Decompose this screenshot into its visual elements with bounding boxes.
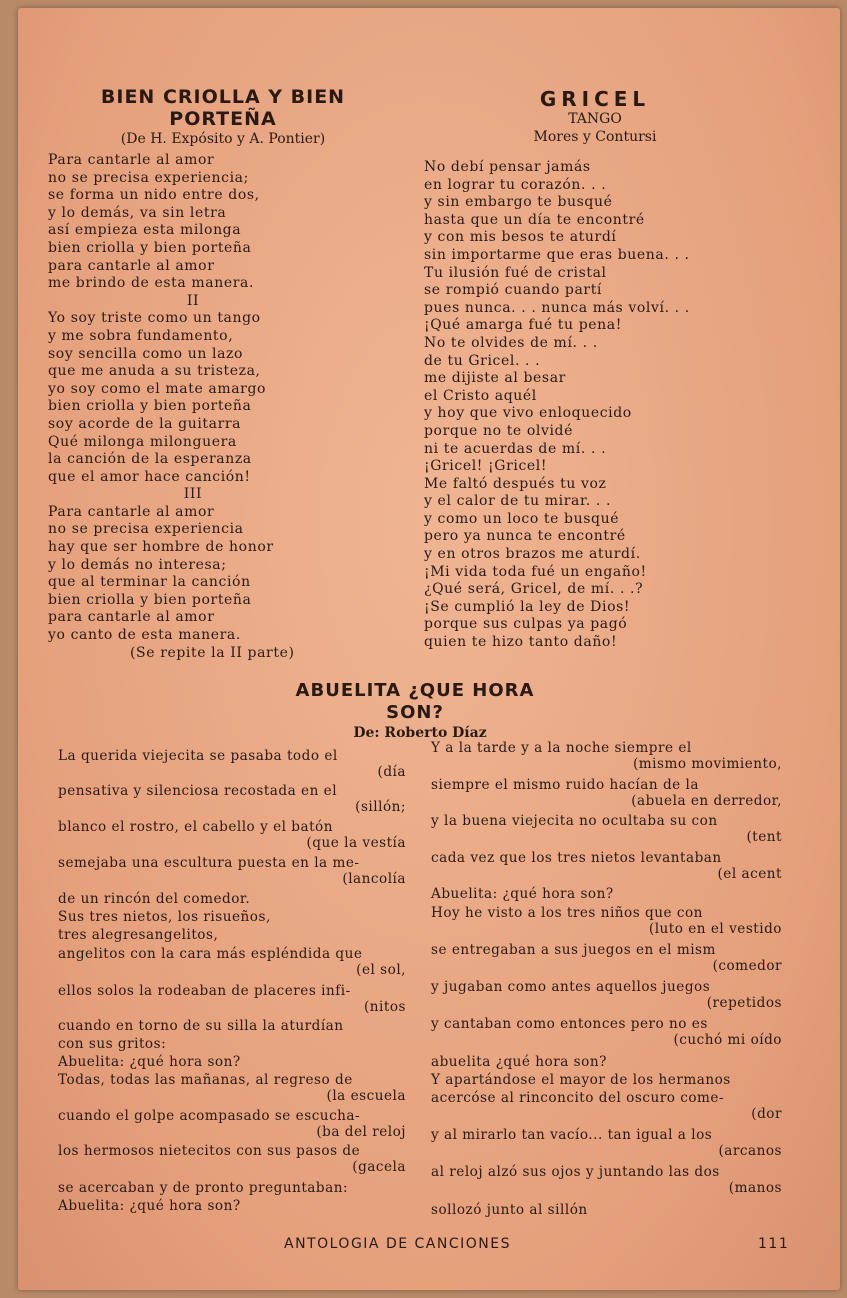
lyric-line: que el amor hace canción! (48, 468, 251, 485)
lyric-line: hay que ser hombre de honor (48, 539, 274, 556)
song1-lyrics (48, 152, 338, 662)
footer-title: ANTOLOGIA DE CANCIONES (284, 1236, 511, 1252)
lyric-continuation: (día (377, 764, 406, 780)
lyric-line: Para cantarle al amor (48, 503, 215, 520)
lyric-line: III (183, 486, 203, 503)
lyric-line: ¡Gricel! ¡Gricel! (424, 458, 548, 475)
lyric-line: yo canto de esta manera. (48, 627, 241, 644)
lyric-line: que al terminar la canción (48, 574, 251, 591)
lyric-line: ellos solos la rodeaban de placeres infi- (58, 983, 351, 999)
page-number: 111 (758, 1236, 790, 1252)
song2-credit: Mores y Contursi (533, 129, 657, 145)
lyric-line: se rompió cuando partí (424, 282, 603, 299)
lyric-line: porque sus culpas ya pagó (424, 616, 628, 633)
lyric-line: se entregaban a sus juegos en el mism (431, 942, 716, 958)
lyric-line: al reloj alzó sus ojos y juntando las dos (431, 1164, 720, 1180)
lyric-continuation: (comedor (712, 958, 782, 974)
lyric-continuation: (ba del reloj (316, 1124, 406, 1140)
lyric-line: y sin embargo te busqué (424, 194, 613, 211)
lyric-line: Me faltó después tu voz (424, 475, 607, 492)
song3-credit: De: Roberto Díaz (353, 725, 487, 741)
lyric-continuation: (mismo movimiento, (632, 756, 782, 772)
song1-title-line-2: PORTEÑA (169, 108, 277, 130)
lyric-line: Abuelita: ¿qué hora son? (58, 1198, 241, 1214)
lyric-line: bien criolla y bien porteña (48, 398, 252, 415)
lyric-line: y como un loco te busqué (424, 510, 620, 527)
lyric-continuation: (arcanos (718, 1143, 782, 1159)
song1-title-line-1: BIEN CRIOLLA Y BIEN (100, 86, 346, 108)
lyric-line: Qué milonga milonguera (48, 433, 237, 450)
lyric-line: de un rincón del comedor. (58, 891, 251, 907)
lyric-line: Abuelita: ¿qué hora son? (58, 1054, 241, 1070)
song2-lyrics (424, 159, 744, 652)
lyric-line: pues nunca. . . nunca más volví. . . (424, 299, 690, 316)
lyric-line: (Se repite la II parte) (130, 644, 295, 661)
lyric-line: ni te acuerdas de mí. . . (424, 440, 607, 457)
lyric-line: semejaba una escultura puesta en la me- (58, 855, 360, 871)
lyric-line: no se precisa experiencia; (48, 169, 249, 186)
lyric-line: y hoy que vivo enloquecido (424, 405, 632, 422)
lyric-line: y cantaban como entonces pero no es (431, 1016, 708, 1032)
lyric-line: y me sobra fundamento, (48, 327, 234, 344)
lyric-line: Hoy he visto a los tres niños que con (431, 905, 703, 921)
lyric-line: la canción de la esperanza (48, 451, 252, 468)
lyric-line: tres alegresangelitos, (58, 927, 219, 943)
lyric-line: blanco el rostro, el cabello y el batón (58, 819, 333, 835)
lyric-line: sollozó junto al sillón (431, 1202, 588, 1218)
lyric-line: con sus gritos: (58, 1036, 167, 1052)
lyric-line: Y a la tarde y a la noche siempre el (431, 740, 692, 756)
song3-title-line-2: SON? (386, 702, 444, 723)
lyric-line: abuelita ¿qué hora son? (431, 1054, 607, 1070)
lyric-line: Todas, todas las mañanas, al regreso de (58, 1072, 353, 1088)
lyric-line: angelitos con la cara más espléndida que (58, 946, 363, 962)
lyric-line: Abuelita: ¿qué hora son? (431, 886, 614, 902)
song1-title (60, 86, 386, 130)
lyric-line: para cantarle al amor (48, 609, 215, 626)
lyric-line: cada vez que los tres nietos levantaban (431, 850, 722, 866)
lyric-line: Sus tres nietos, los risueños, (58, 909, 271, 925)
lyric-line: II (186, 292, 200, 309)
lyric-line: que me anuda a su tristeza, (48, 363, 261, 380)
lyric-line: de tu Gricel. . . (424, 352, 541, 369)
lyric-line: bien criolla y bien porteña (48, 239, 252, 256)
lyric-line: en lograr tu corazón. . . (424, 176, 607, 193)
lyric-continuation: (tent (746, 829, 782, 845)
lyric-continuation: (cuchó mi oído (673, 1032, 782, 1048)
lyric-line: porque no te olvidé (424, 422, 573, 439)
song2-genre: TANGO (568, 111, 622, 127)
lyric-line: y el calor de tu mirar. . . (424, 493, 611, 510)
lyric-line: No debí pensar jamás (424, 159, 591, 175)
lyric-line: y al mirarlo tan vacío... tan igual a los (431, 1127, 713, 1143)
lyric-line: me brindo de esta manera. (48, 275, 255, 292)
lyric-line: ¿Qué será, Gricel, de mí. . .? (424, 581, 644, 598)
lyric-line: se forma un nido entre dos, (48, 187, 260, 204)
lyric-line: el Cristo aquél (424, 387, 537, 404)
lyric-line: quien te hizo tanto daño! (424, 634, 618, 651)
lyric-line: los hermosos nietecitos con sus pasos de (58, 1143, 361, 1159)
lyric-continuation: (luto en el vestido (648, 921, 782, 937)
lyric-line: soy sencilla como un lazo (48, 345, 244, 362)
lyric-line: y en otros brazos me aturdí. (424, 546, 641, 563)
song1-credit: (De H. Expósito y A. Pontier) (120, 131, 326, 147)
lyric-line: y jugaban como antes aquellos juegos (431, 979, 711, 995)
lyric-line: se acercaban y de pronto preguntaban: (58, 1180, 349, 1196)
lyric-line: y lo demás, va sin letra (48, 204, 227, 221)
lyric-continuation: (dor (751, 1106, 782, 1122)
lyric-line: ¡Mi vida toda fué un engaño! (424, 563, 647, 580)
lyric-line: así empieza esta milonga (48, 222, 242, 239)
song2-title: GRICEL (539, 87, 651, 111)
lyric-continuation: (nitos (363, 999, 406, 1015)
lyric-line: para cantarle al amor (48, 257, 215, 274)
lyric-line: ¡Qué amarga fué tu pena! (424, 317, 622, 334)
lyric-line: siempre el mismo ruido hacían de la (431, 777, 699, 793)
lyric-line: y la buena viejecita no ocultaba su con (431, 813, 718, 829)
lyric-line: Yo soy triste como un tango (48, 310, 261, 327)
lyric-continuation: (la escuela (326, 1088, 406, 1104)
lyric-line: Y apartándose el mayor de los hermanos (431, 1072, 731, 1088)
lyric-continuation: (el sol, (356, 962, 406, 978)
lyric-line: ¡Se cumplió la ley de Dios! (424, 598, 631, 615)
lyric-continuation: (abuela en derredor, (631, 793, 782, 809)
lyric-line: y lo demás no interesa; (48, 556, 227, 573)
song3-title-line-1: ABUELITA ¿QUE HORA (295, 680, 535, 701)
lyric-line: bien criolla y bien porteña (48, 591, 252, 608)
lyric-line: La querida viejecita se pasaba todo el (58, 748, 338, 764)
lyric-line: pensativa y silenciosa recostada en el (58, 783, 338, 799)
lyric-line: No te olvides de mí. . . (424, 334, 598, 351)
lyric-line: hasta que un día te encontré (424, 211, 645, 228)
lyric-continuation: (repetidos (706, 995, 782, 1011)
lyric-line: acercóse al rinconcito del oscuro come- (431, 1090, 725, 1106)
lyric-line: soy acorde de la guitarra (48, 415, 242, 432)
lyric-line: Tu ilusión fué de cristal (424, 264, 607, 281)
lyric-line: cuando en torno de su silla la aturdían (58, 1018, 344, 1034)
lyric-continuation: (que la vestía (306, 835, 406, 851)
song3-title (250, 680, 580, 724)
lyric-line: pero ya nunca te encontré (424, 528, 626, 545)
lyric-line: y con mis besos te aturdí (424, 229, 617, 246)
lyric-line: Para cantarle al amor (48, 152, 215, 168)
lyric-line: me dijiste al besar (424, 370, 566, 387)
lyric-continuation: (manos (728, 1180, 782, 1196)
lyric-continuation: (gacela (352, 1159, 406, 1175)
lyric-line: yo soy como el mate amargo (48, 380, 267, 397)
lyric-line: sin importarme que eras buena. . . (424, 246, 690, 263)
lyric-continuation: (el acent (717, 866, 782, 882)
lyric-continuation: (lancolía (342, 871, 406, 887)
lyric-line: no se precisa experiencia (48, 521, 244, 538)
lyric-continuation: (sillón; (355, 799, 406, 815)
lyric-line: cuando el golpe acompasado se escucha- (58, 1108, 361, 1124)
